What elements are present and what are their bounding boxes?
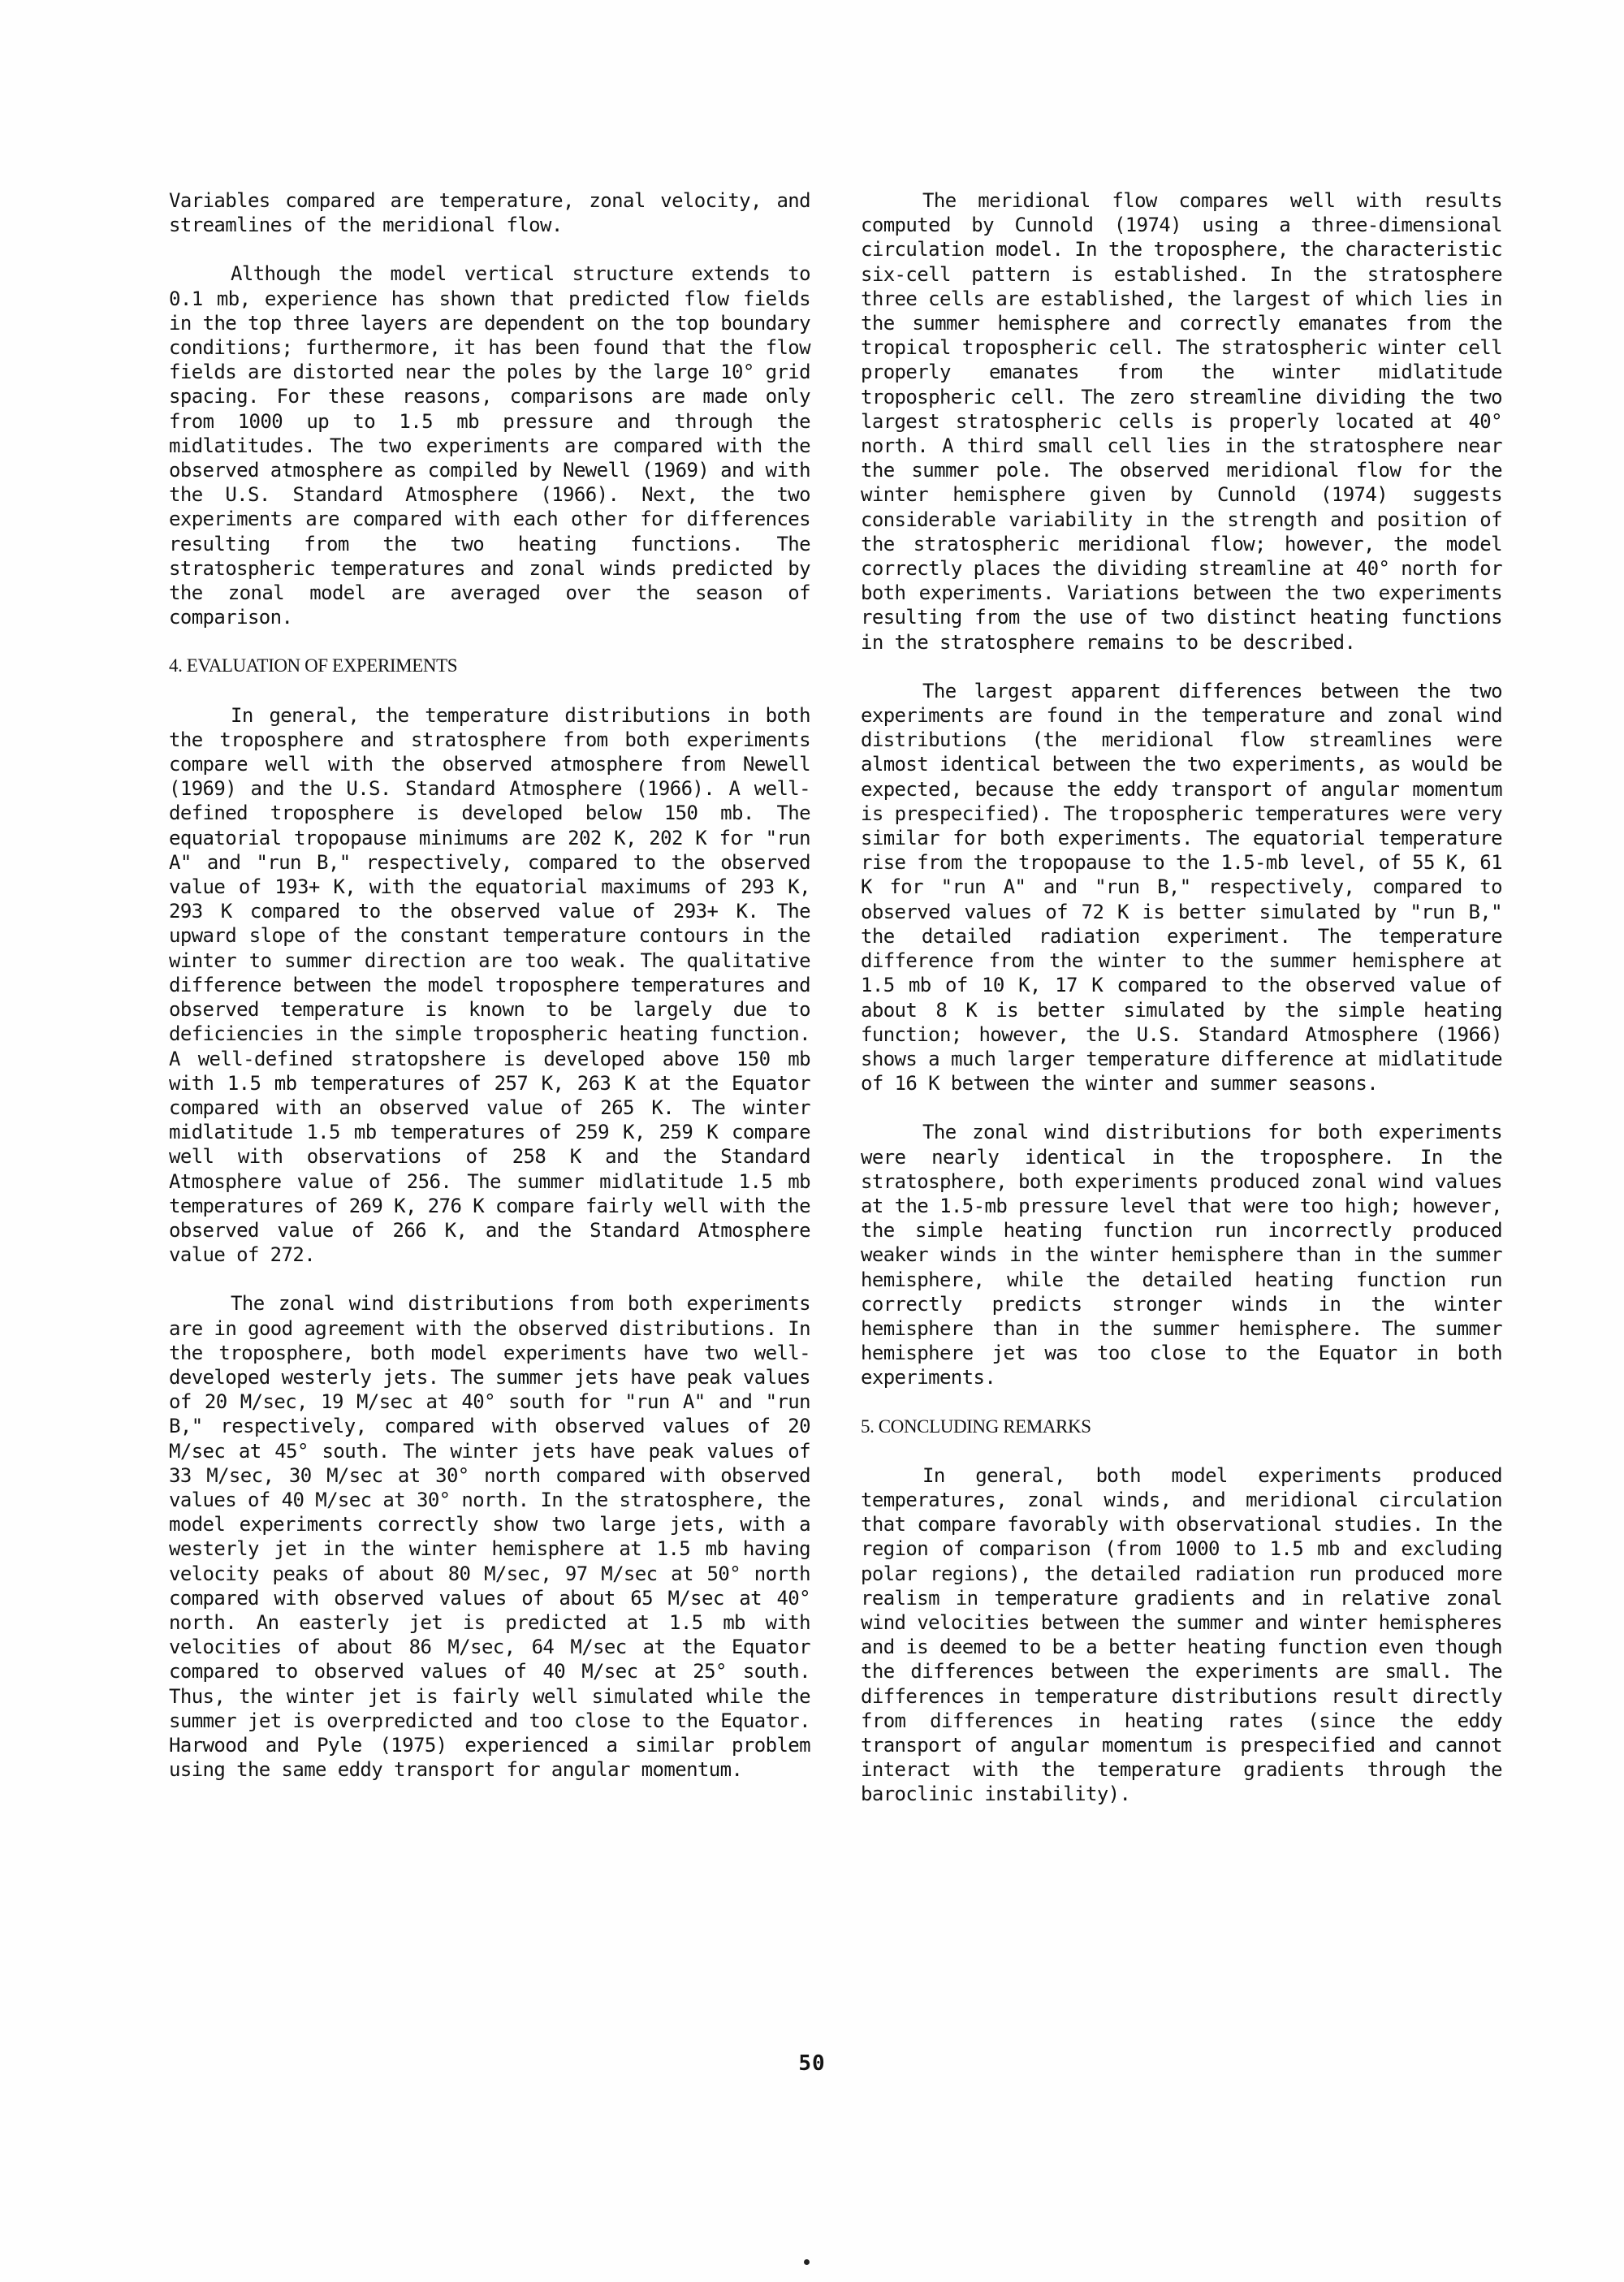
zonal-wind-comparison-paragraph: The zonal wind distributions for both experiments were nearly identical in the troposphere. In the stratosphere, both experiments produced zonal wind values at the 1.5-mb pressure level that were too high; however, the simple heating function run incorrectly produced weaker winds in the winter hemisphere than in the summer hemisphere, while the detailed heating function run correctly predicts stronger winds in the winter hemisphere than in the summer hemisphere. The summer hemisphere jet was too close to the Equator in both experiments. — [861, 1121, 1502, 1390]
vertical-structure-paragraph: Although the model vertical structure extends to 0.1 mb, experience has shown that predicted flow fields in the top three layers are dependent on the top boundary conditions; furthermore, it has been found that the flow fields are distorted near the poles by the large 10° grid spacing. For these reasons, comparisons are made only from 1000 up to 1.5 mb pressure and through the midlatitudes. The two experiments are compared with the observed atmosphere as compiled by Newell (1969) and with the U.S. Standard Atmosphere (1966). Next, the two experiments are compared with each other for differences resulting from the two heating functions. The stratospheric temperatures and zonal winds predicted by the zonal model are averaged over the season of comparison. — [169, 262, 810, 629]
scan-speck — [804, 2259, 810, 2265]
right-column — [861, 188, 1502, 1831]
largest-differences-paragraph: The largest apparent differences between the two experiments are found in the temperature and zonal wind distributions (the meridional flow streamlines were almost identical between the two experiments, as would be expected, because the eddy transport of angular momentum is prespecified). The tropospheric temperatures were very similar for both experiments. The equatorial temperature rise from the tropopause to the 1.5-mb level, of 55 K, 61 K for "run A" and "run B," respectively, compared to observed values of 72 K is better simulated by "run B," the detailed radiation experiment. The temperature difference from the winter to the summer hemisphere at 1.5 mb of 10 K, 17 K compared to the observed value of about 8 K is better simulated by the simple heating function; however, the U.S. Standard Atmosphere (1966) shows a much larger temperature difference at midlatitude of 16 K between the winter and summer seasons. — [861, 679, 1502, 1096]
concluding-paragraph: In general, both model experiments produced temperatures, zonal winds, and meridional circulation that compare favorably with observational studies. In the region of comparison (from 1000 to 1.5 mb and excluding polar regions), the detailed radiation run produced more realism in temperature gradients and in relative zonal wind velocities between the summer and winter hemispheres and is deemed to be a better heating function even though the differences between the experiments are small. The differences in temperature distributions result directly from differences in heating rates (since the eddy transport of angular momentum is prespecified and cannot interact with the temperature gradients through the baroclinic instability). — [861, 1463, 1502, 1806]
meridional-flow-paragraph: The meridional flow compares well with results computed by Cunnold (1974) using a three-dimensional circulation model. In the troposphere, the characteristic six-cell pattern is established. In the stratosphere three cells are established, the largest of which lies in the summer hemisphere and correctly emanates from the tropical tropospheric cell. The stratospheric winter cell properly emanates from the winter midlatitude tropospheric cell. The zero streamline dividing the two largest stratospheric cells is properly located at 40° north. A third small cell lies in the stratosphere near the summer pole. The observed meridional flow for the winter hemisphere given by Cunnold (1974) suggests considerable variability in the strength and position of the stratospheric meridional flow; however, the model correctly places the dividing streamline at 40° north for both experiments. Variations between the two experiments resulting from the use of two distinct heating functions in the stratosphere remains to be described. — [861, 189, 1502, 654]
temperature-distribution-paragraph: In general, the temperature distributions in both the troposphere and stratosphere from both experiments compare well with the observed atmosphere from Newell (1969) and the U.S. Standard Atmosphere (1966). A well-defined troposphere is developed below 150 mb. The equatorial tropopause minimums are 202 K, 202 K for "run A" and "run B," respectively, compared to the observed value of 193+ K, with the equatorial maximums of 293 K, 293 K compared to the observed value of 293+ K. The upward slope of the constant temperature contours in the winter to summer direction are too weak. The qualitative difference between the model troposphere temperatures and observed temperature is known to be largely due to deficiencies in the simple tropospheric heating function. A well-defined stratopshere is developed above 150 mb with 1.5 mb temperatures of 257 K, 263 K at the Equator compared with an observed value of 265 K. The winter midlatitude 1.5 mb temperatures of 259 K, 259 K compare well with observations of 258 K and the Standard Atmosphere value of 256. The summer midlatitude 1.5 mb temperatures of 269 K, 276 K compare fairly well with the observed value of 266 K, and the Standard Atmosphere value of 272. — [169, 703, 810, 1267]
intro-paragraph-continued: Variables compared are temperature, zonal velocity, and streamlines of the meridional flow. — [169, 189, 810, 237]
section-4-heading: 4. EVALUATION OF EXPERIMENTS — [169, 655, 458, 676]
zonal-wind-paragraph: The zonal wind distributions from both experiments are in good agreement with the observed distributions. In the troposphere, both model experiments have two well-developed westerly jets. The summer jets have peak values of 20 M/sec, 19 M/sec at 40° south for "run A" and "run B," respectively, compared with observed values of 20 M/sec at 45° south. The winter jets have peak values of 33 M/sec, 30 M/sec at 30° north compared with observed values of 40 M/sec at 30° north. In the stratosphere, the model experiments correctly show two large jets, with a westerly jet in the winter hemisphere at 1.5 mb having velocity peaks of about 80 M/sec, 97 M/sec at 50° north compared with observed values of about 65 M/sec at 40° north. An easterly jet is predicted at 1.5 mb with velocities of about 86 M/sec, 64 M/sec at the Equator compared to observed values of 40 M/sec at 25° south. Thus, the winter jet is fairly well simulated while the summer jet is overpredicted and too close to the Equator. Harwood and Pyle (1975) experienced a similar problem using the same eddy transport for angular momentum. — [169, 1292, 810, 1782]
section-5-heading: 5. CONCLUDING REMARKS — [861, 1415, 1091, 1437]
page-number: 50 — [798, 2051, 826, 2076]
left-column — [169, 188, 810, 1806]
